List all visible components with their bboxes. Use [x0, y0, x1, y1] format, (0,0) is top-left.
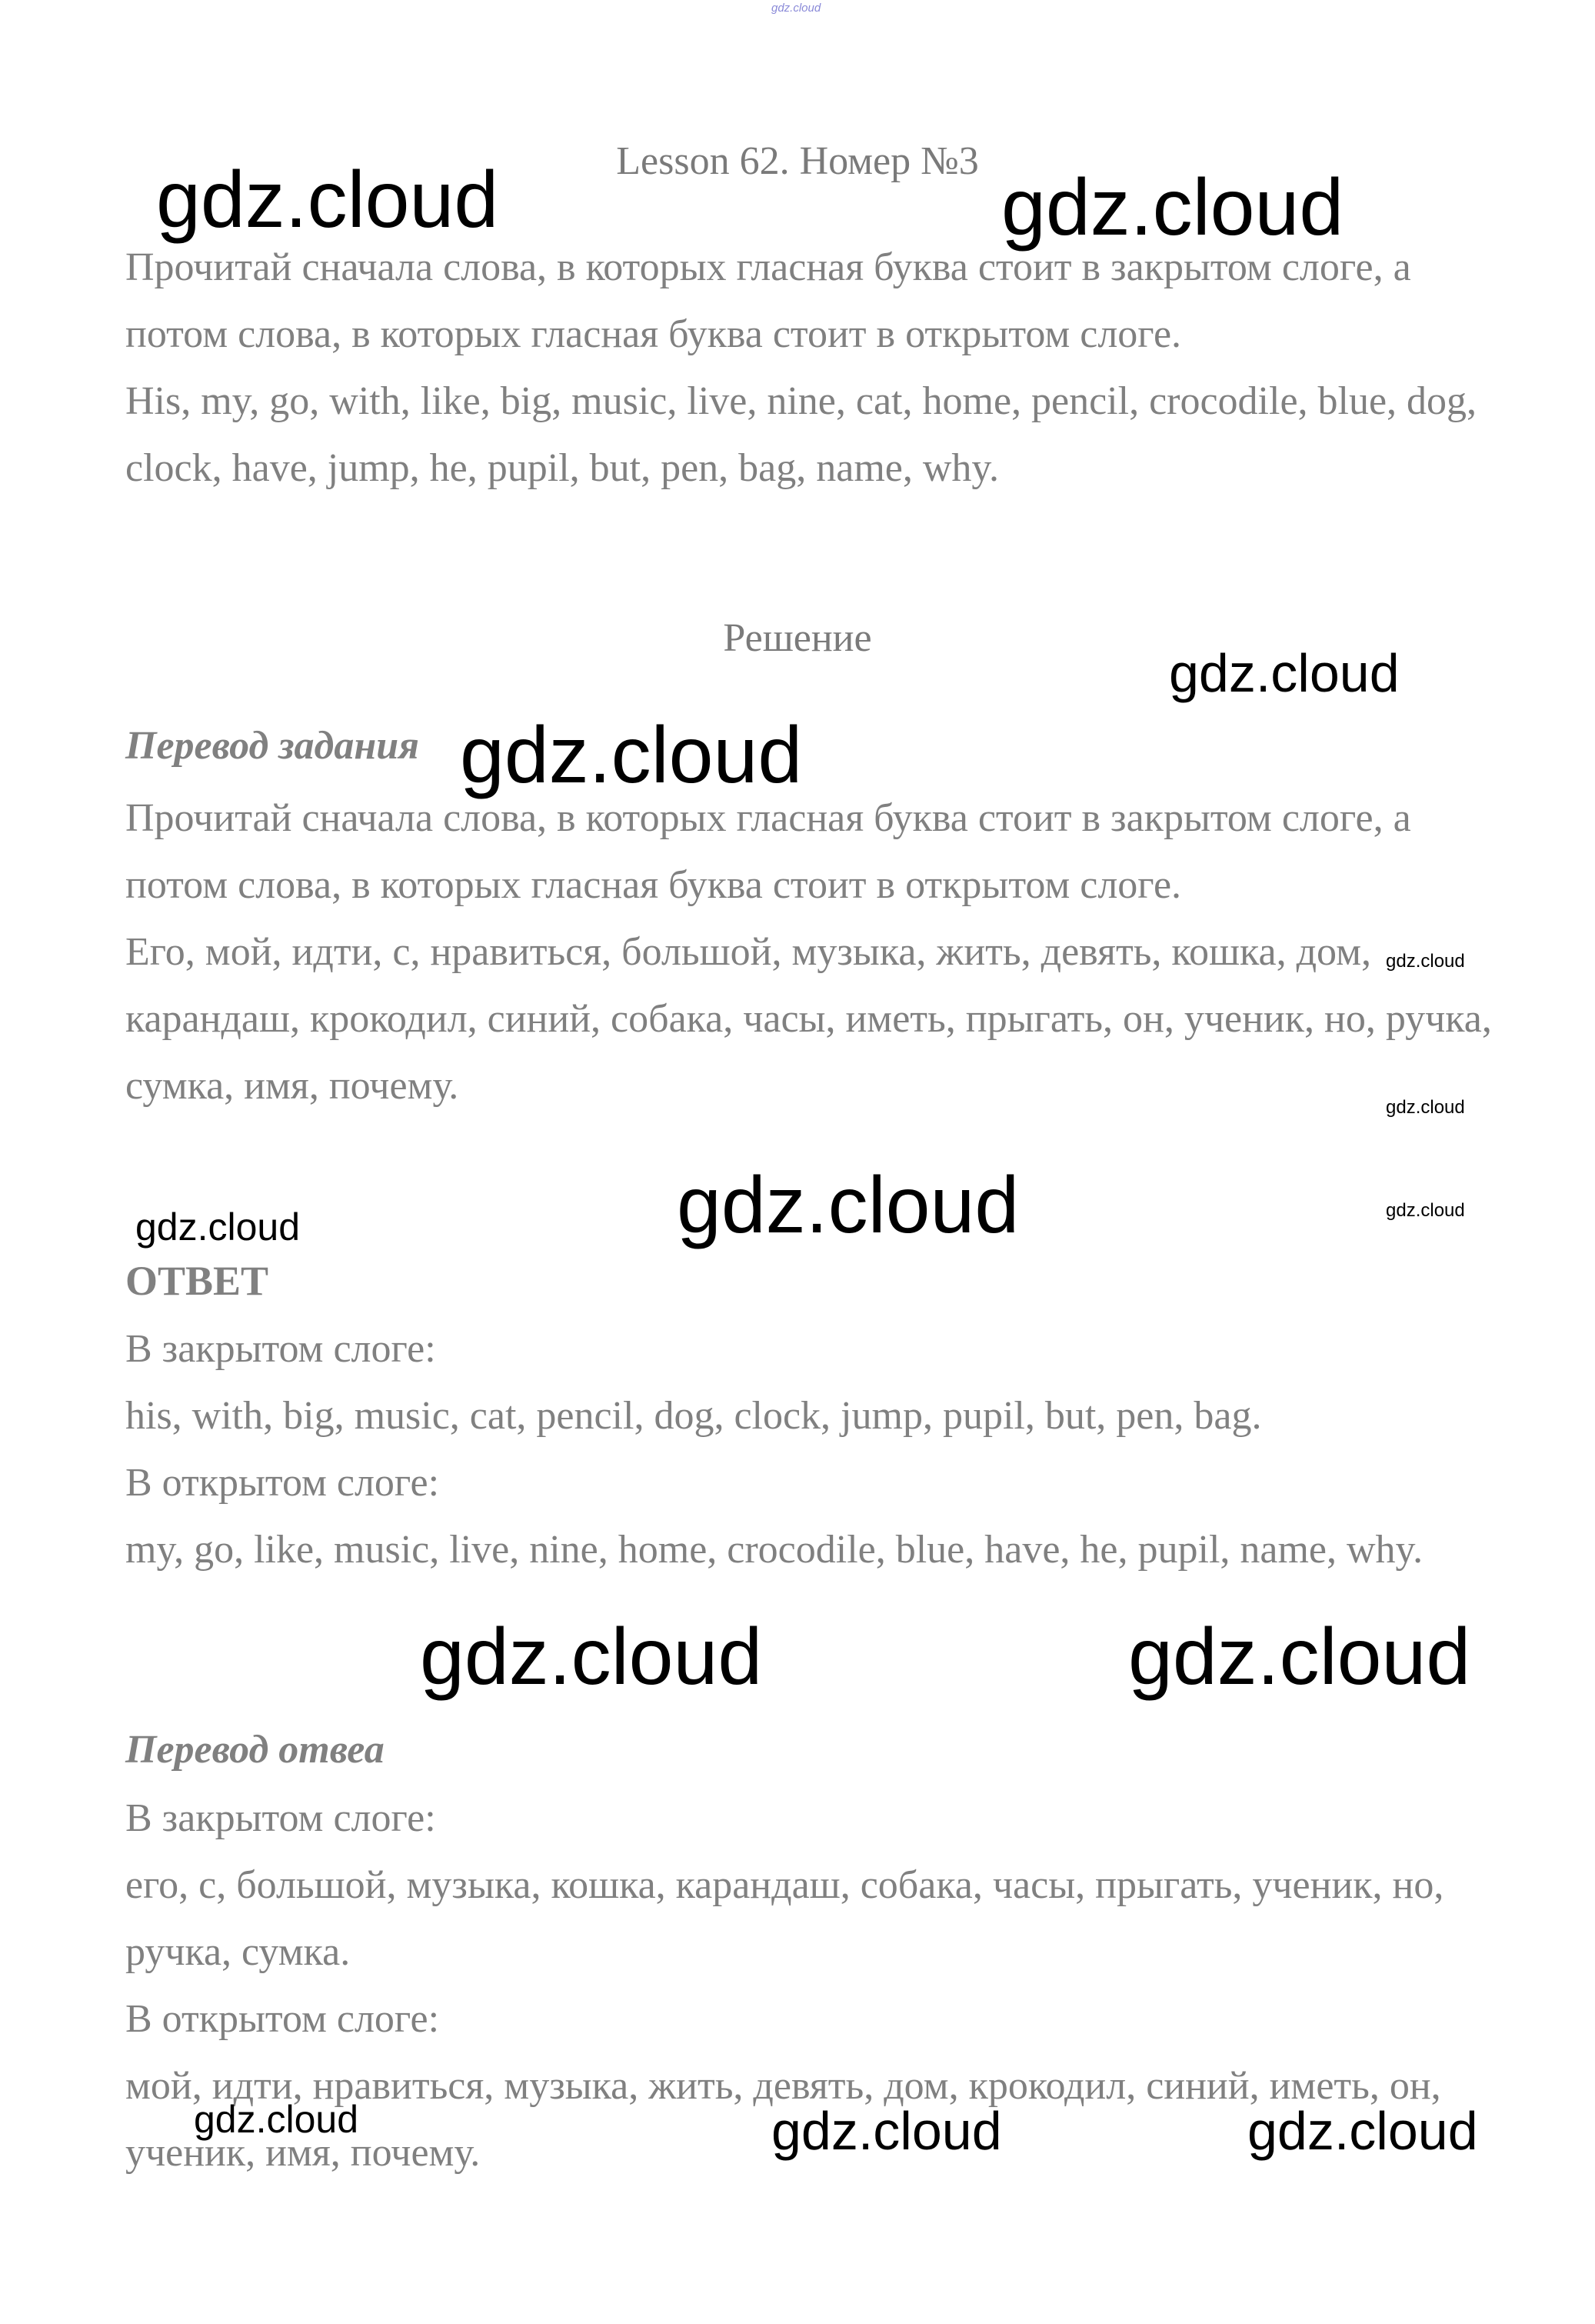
translation-words: Его, мой, идти, с, нравиться, большой, музыка, жить, девять, кошка, дом, карандаш, крокодил, синий, собака, часы, иметь, прыгать, он, ученик, но, ручка, сумка, имя, почему. [125, 930, 1492, 1108]
watermark: gdz.cloud [1128, 1612, 1471, 1702]
answer-closed-label: В закрытом слоге: [125, 1327, 436, 1371]
answer-section [125, 1315, 1502, 1583]
translation-section [125, 785, 1502, 1119]
task-section [125, 234, 1502, 502]
answer-translation-open-words: мой, идти, нравиться, музыка, жить, девять, дом, крокодил, синий, иметь, он, ученик, имя, почему. [125, 2064, 1441, 2175]
translation-instruction: Прочитай сначала слова, в которых гласная буква стоит в закрытом слоге, а потом слова, в которых гласная буква стоит в открытом слоге. [125, 796, 1411, 907]
solution-heading: Решение [723, 616, 872, 660]
answer-translation-heading: Перевод отвеа [125, 1728, 385, 1772]
answer-open-label: В открытом слоге: [125, 1461, 440, 1505]
answer-translation-closed-label: В закрытом слоге: [125, 1796, 436, 1840]
task-instruction: Прочитай сначала слова, в которых гласная буква стоит в закрытом слоге, а потом слова, в которых гласная буква стоит в открытом слоге. [125, 245, 1411, 356]
watermark: gdz.cloud [194, 2098, 359, 2141]
watermark: gdz.cloud [156, 155, 499, 245]
watermark: gdz.cloud [1001, 163, 1344, 252]
answer-translation-open-label: В открытом слоге: [125, 1997, 440, 2041]
watermark: gdz.cloud [1169, 643, 1400, 703]
task-words: His, my, go, with, like, big, music, live, nine, cat, home, pencil, crocodile, blue, dog, clock, have, jump, he, pupil, but, pen, bag, name, why. [125, 379, 1477, 490]
watermark: gdz.cloud [1386, 1200, 1465, 1221]
answer-closed-words: his, with, big, music, cat, pencil, dog, clock, jump, pupil, but, pen, bag. [125, 1394, 1262, 1438]
page-title: Lesson 62. Номер №3 [616, 139, 979, 183]
translation-heading: Перевод задания [125, 724, 419, 768]
watermark: gdz.cloud [135, 1205, 301, 1249]
answer-heading: ОТВЕТ [125, 1258, 269, 1304]
top-watermark: gdz.cloud [771, 2, 821, 15]
answer-open-words: my, go, like, music, live, nine, home, crocodile, blue, have, he, pupil, name, why. [125, 1528, 1424, 1572]
watermark: gdz.cloud [1247, 2101, 1478, 2161]
watermark: gdz.cloud [1386, 1097, 1465, 1118]
watermark: gdz.cloud [1386, 951, 1465, 972]
answer-translation-closed-words: его, с, большой, музыка, кошка, карандаш, собака, часы, прыгать, ученик, но, ручка, сумка. [125, 1863, 1444, 1974]
watermark: gdz.cloud [420, 1612, 763, 1702]
watermark: gdz.cloud [677, 1161, 1020, 1250]
watermark: gdz.cloud [460, 711, 803, 800]
watermark: gdz.cloud [771, 2101, 1002, 2161]
